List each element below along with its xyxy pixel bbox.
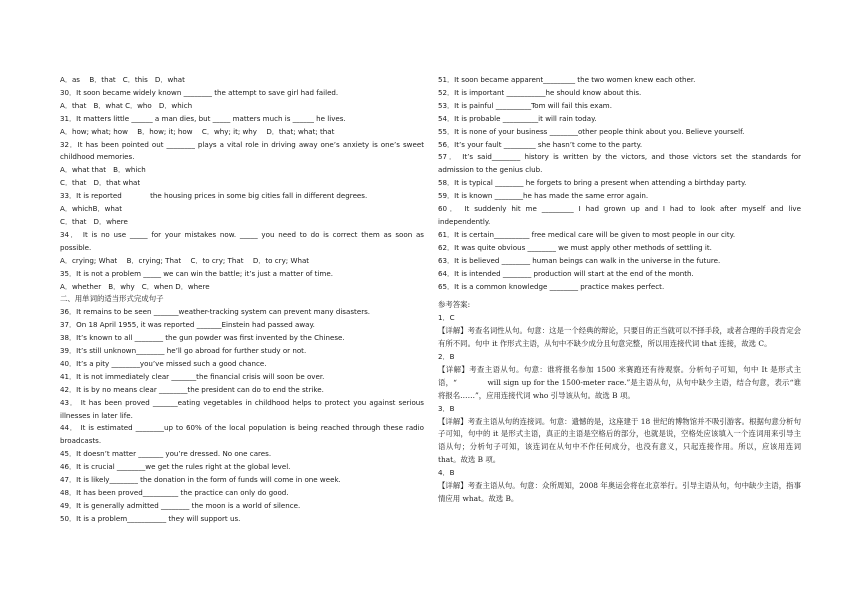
- text-line: 32．It has been pointed out ________ plays a vital role in driving away one’s anxiety is one’s sweet childhood memories.: [60, 139, 424, 162]
- text-line: 31．It matters little ______ a man dies, but _____ matters much is ______ he lives.: [60, 113, 346, 123]
- text-line: 60． It suddenly hit me _________ I had grown up and I had to look after myself and live independently.: [438, 204, 801, 226]
- text-line: 47．It is likely________ the donation in the form of funds will come in one week.: [60, 475, 341, 485]
- text-line: 65．It is a common knowledge ________ practice makes perfect.: [438, 281, 665, 291]
- text-line: 45．It doesn’t matter _______ you’re dressed. No one cares.: [60, 449, 272, 459]
- text-line: 2．B: [438, 352, 455, 362]
- text-line: A．how; what; how B．how; it; how C．why; it; why D．that; what; that: [60, 126, 335, 136]
- left-column: [60, 74, 424, 526]
- text-line: 34． It is no use _____ for your mistakes now. _____ you need to do is correct them as soon as possible.: [60, 229, 424, 252]
- text-line: A．as B．that C．this D．what: [60, 75, 185, 84]
- text-line: 二、用单词的适当形式完成句子: [60, 294, 164, 304]
- text-line: 44． It is estimated ________up to 60% of the local population is being reached through these radio broadcasts.: [60, 423, 424, 446]
- text-line: 64．It is intended ________ production will start at the end of the month.: [438, 268, 694, 278]
- text-line: 51．It soon became apparent_________ the two women knew each other.: [438, 75, 696, 84]
- text-line: 63．It is believed ________ human beings can walk in the universe in the future.: [438, 255, 721, 265]
- text-line: 42．It is by no means clear ________the president can do to end the strike.: [60, 384, 324, 394]
- text-line: 50．It is a problem___________ they will support us.: [60, 513, 241, 523]
- text-line: 【详解】考查主语从句。句意：众所周知，2008 年奥运会将在北京举行。引导主语从句，句中缺少主语，指事情应用 what。故选 B。: [438, 481, 801, 503]
- text-line: A．that B．what C．who D．which: [60, 100, 193, 110]
- text-line: 4．B: [438, 468, 455, 478]
- text-line: 53．It is painful __________Tom will fail this exam.: [438, 100, 612, 110]
- text-line: A．what that B．which: [60, 165, 146, 175]
- text-line: 62．It was quite obvious ________ we must apply other methods of settling it.: [438, 242, 712, 252]
- text-line: C．that D．where: [60, 216, 128, 226]
- text-line: A．whichB．what: [60, 204, 122, 214]
- text-line: 49．It is generally admitted ________ the moon is a world of silence.: [60, 500, 301, 510]
- text-line: 41．It is not immediately clear _______the financial crisis will soon be over.: [60, 371, 325, 381]
- text-line: 43． It has been proved _______eating vegetables in childhood helps to protect you against serious illnesses in later life.: [60, 397, 424, 420]
- text-line: 55．It is none of your business ________other people think about you. Believe yourself.: [438, 126, 745, 136]
- text-line: 3．B: [438, 403, 455, 413]
- text-line: 【详解】考查主语从句。句意：谁将报名参加 1500 米赛跑还有待观察。分析句子可知，句中 It 是形式主语，“ will sign up for the 1500-meter race.”是主语从句，从句中缺少主语，结合句意，表示“谁将报名……”，应用连接代词 who 引导该从句。故选 B 项。: [438, 364, 801, 400]
- text-line: 1．C: [438, 313, 455, 323]
- text-line: 54．It is probable __________it will rain today.: [438, 113, 597, 123]
- text-line: 58．It is typical ________ he forgets to bring a present when attending a birthday party.: [438, 178, 747, 188]
- text-line: 57． It’s said________ history is written by the victors, and those victors set the standards for admission to the genius club.: [438, 152, 801, 175]
- text-line: 40．It’s a pity ________you’ve missed such a good chance.: [60, 358, 267, 368]
- text-line: 61．It is certain__________ free medical care will be given to most people in our city.: [438, 229, 736, 239]
- right-column: [438, 74, 801, 506]
- text-line: 52．It is important ___________he should know about this.: [438, 87, 642, 97]
- text-line: 59．It is known ________he has made the same error again.: [438, 191, 649, 201]
- text-line: 37．On 18 April 1955, it was reported _______Einstein had passed away.: [60, 320, 315, 330]
- text-line: 48．It has been proved__________ the practice can only do good.: [60, 488, 289, 497]
- text-line: 39．It’s still unknown________ he’ll go abroad for further study or not.: [60, 346, 307, 356]
- text-line: 30．It soon became widely known ________ the attempt to save girl had failed.: [60, 87, 339, 97]
- text-line: 38．It’s known to all ________ the gun powder was first invented by the Chinese.: [60, 333, 345, 343]
- text-line: A．crying; What B．crying; That C．to cry; That D．to cry; What: [60, 255, 310, 265]
- text-line: 56．It’s your fault _________ she hasn’t come to the party.: [438, 139, 643, 149]
- text-line: C．that D．that what: [60, 178, 141, 188]
- text-line: 【详解】考查主语从句的连接词。句意：遗憾的是，这座建于 18 世纪的博物馆并不吸引游客。根据句意分析句子可知，句中的 it 是形式主语，真正的主语是空格后的部分，也就是说，空格处应该填入一个连词用来引导主语从句；分析句子可知，该连词在从句中不作任何成分，也没有意义，只起连接作用。所以，应该用连词 that。故选 B 项。: [438, 416, 801, 465]
- text-line: 36．It remains to be seen _______weather-tracking system can prevent many disasters.: [60, 307, 371, 317]
- text-line: A．whether B．why C．when D．where: [60, 281, 210, 291]
- text-line: 参考答案:: [438, 300, 471, 310]
- text-line: 46．It is crucial ________we get the rules right at the global level.: [60, 462, 291, 472]
- text-line: 【详解】考查名词性从句。句意：这是一个经典的辩论，只要目的正当就可以不择手段，或者合理的手段肯定会有所不同。句中 it 作形式主语，从句中不缺少成分且句意完整，所以用连接代词 that 连接，故选 C。: [438, 326, 801, 349]
- text-line: 35．It is not a problem _____ we can win the battle; it’s just a matter of time.: [60, 268, 333, 278]
- text-line: 33．It is reported the housing prices in some big cities fall in different degrees.: [60, 191, 368, 201]
